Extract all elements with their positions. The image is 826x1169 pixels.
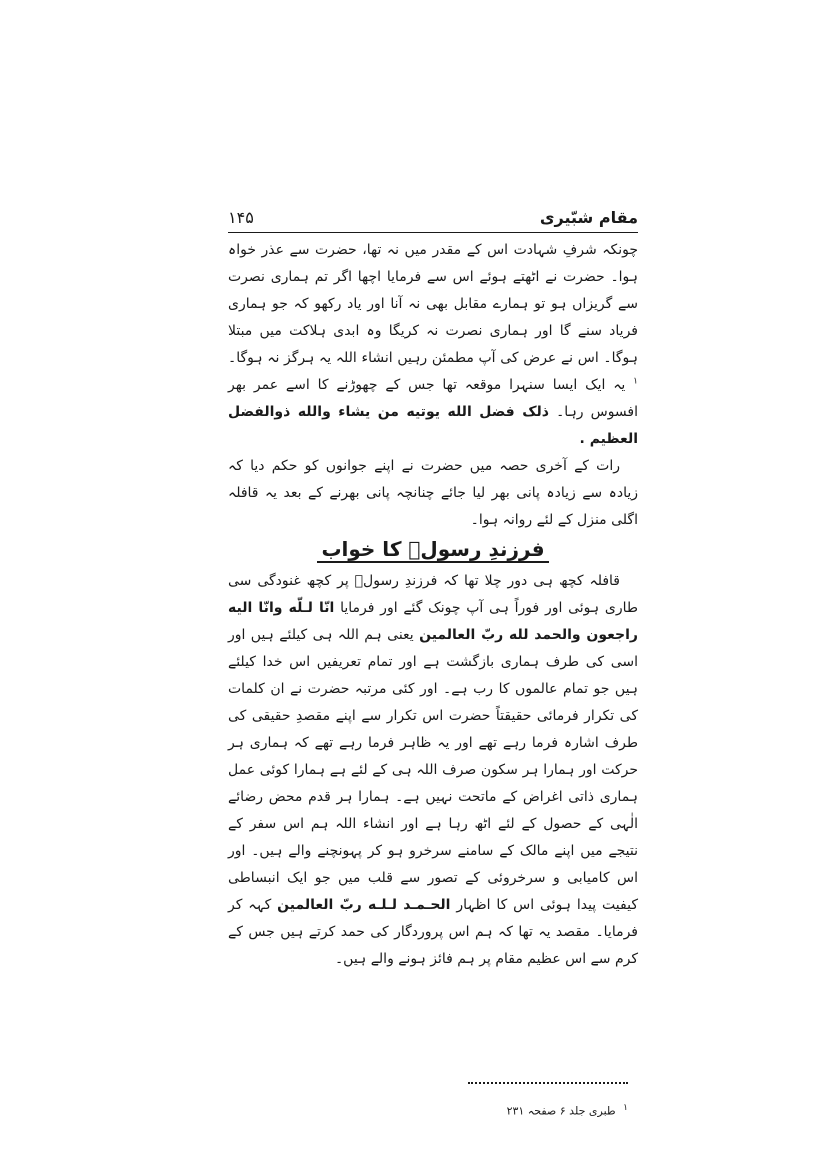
page-header [228, 208, 638, 232]
paragraph-3-text-c: کہہ کر فرمایا۔ مقصد یہ تھا کہ ہم اس پروردگار کی حمد کرتے ہیں جس کے کرم سے اس عظیم مقام پر ہم فائز ہونے والے ہیں۔ [228, 897, 638, 967]
page-number: ۱۴۵ [228, 208, 254, 227]
paragraph-1-tail: یہ ایک ایسا سنہرا موقعہ تھا جس کے چھوڑنے کا اسے عمر بھر افسوس رہا۔ [228, 377, 639, 420]
paragraph-1-arabic-verse: ذلک فضل الله یوتیه من یشاء والله ذوالفضل العظیم . [228, 404, 638, 447]
section-heading [228, 534, 638, 564]
header-divider [228, 232, 638, 233]
footnote-text: طبری جلد ۶ صفحہ ۲۳۱ [506, 1104, 616, 1118]
paragraph-2: رات کے آخری حصہ میں حضرت نے اپنے جوانوں کو حکم دیا کہ زیادہ سے زیادہ پانی بھر لیا جائے چنانچہ پانی بھرنے کے بعد یہ قافلہ اگلی منزل کے لئے روانہ ہوا۔ [228, 458, 638, 528]
main-text [228, 237, 638, 973]
section-heading-text: فرزندِ رسولؐ کا خواب [317, 537, 548, 563]
footnote-reference: ۱ [633, 376, 639, 387]
running-title: مقام شبّیری [539, 208, 638, 227]
footnote-mark: ۱ [623, 1103, 628, 1113]
paragraph-3-text-b: یعنی ہم اللہ ہی کیلئے ہیں اور اسی کی طرف ہماری بازگشت ہے اور تمام تعریفیں اس خدا کیلئے ہیں جو تمام عالموں کا رب ہے۔ اور کئی مرتبہ حضرت نے ان کلمات کی تکرار فرمائی حقیقتاً حضرت اس تکرار سے اپنے مقصدِ حقیقی کی طرف اشارہ فرما رہے تھے اور یہ ظاہر فرما رہے تھے کہ ہماری ہر حرکت اور ہمارا ہر سکون صرف اللہ ہی کے لئے ہے ہمارا کوئی عمل ہماری ذاتی اغراض کے ماتحت نہیں ہے۔ ہمارا ہر قدم محض رضائے الٰہی کے حصول کے لئے اٹھ رہا ہے اور انشاء اللہ ہم اس سفر کے نتیجے میں اپنے مالک کے سامنے سرخرو ہو کر پہونچنے والے ہیں۔ اور اس کامیابی و سرخروئی کے تصور سے قلب میں جو ایک انبساطی کیفیت پیدا ہوئی اس کا اظہار [228, 627, 638, 913]
footnote [400, 1100, 628, 1120]
paragraph-3-text-a: قافلہ کچھ ہی دور چلا تھا کہ فرزندِ رسولؐ پر کچھ غنودگی سی طاری ہوئی اور فوراً ہی آپ چونک گئے اور فرمایا [228, 573, 638, 616]
paragraph-3-arabic-quote-2: الحـمـد لـلـه ربّ العالمین [277, 897, 451, 913]
footnote-divider [468, 1082, 628, 1084]
paragraph-1-text: چونکہ شرفِ شہادت اس کے مقدر میں نہ تھا، حضرت سے عذر خواہ ہوا۔ حضرت نے اٹھتے ہوئے اس سے فرمایا اچھا اگر تم ہماری نصرت سے گریزاں ہو تو ہمارے مقابل بھی نہ آنا اور یاد رکھو کہ جو ہماری فریاد سنے گا اور ہماری نصرت نہ کریگا وہ ابدی ہلاکت میں مبتلا ہوگا۔ اس نے عرض کی آپ مطمئن رہیں انشاء اللہ یہ ہرگز نہ ہوگا۔ [228, 242, 638, 366]
paragraph-3 [228, 568, 638, 973]
paragraph-1 [228, 237, 638, 453]
paragraph-3-arabic-quote-1: انّا لـلّه وانّا الیه راجعون والحمد لله ربّ العالمین [228, 600, 638, 643]
